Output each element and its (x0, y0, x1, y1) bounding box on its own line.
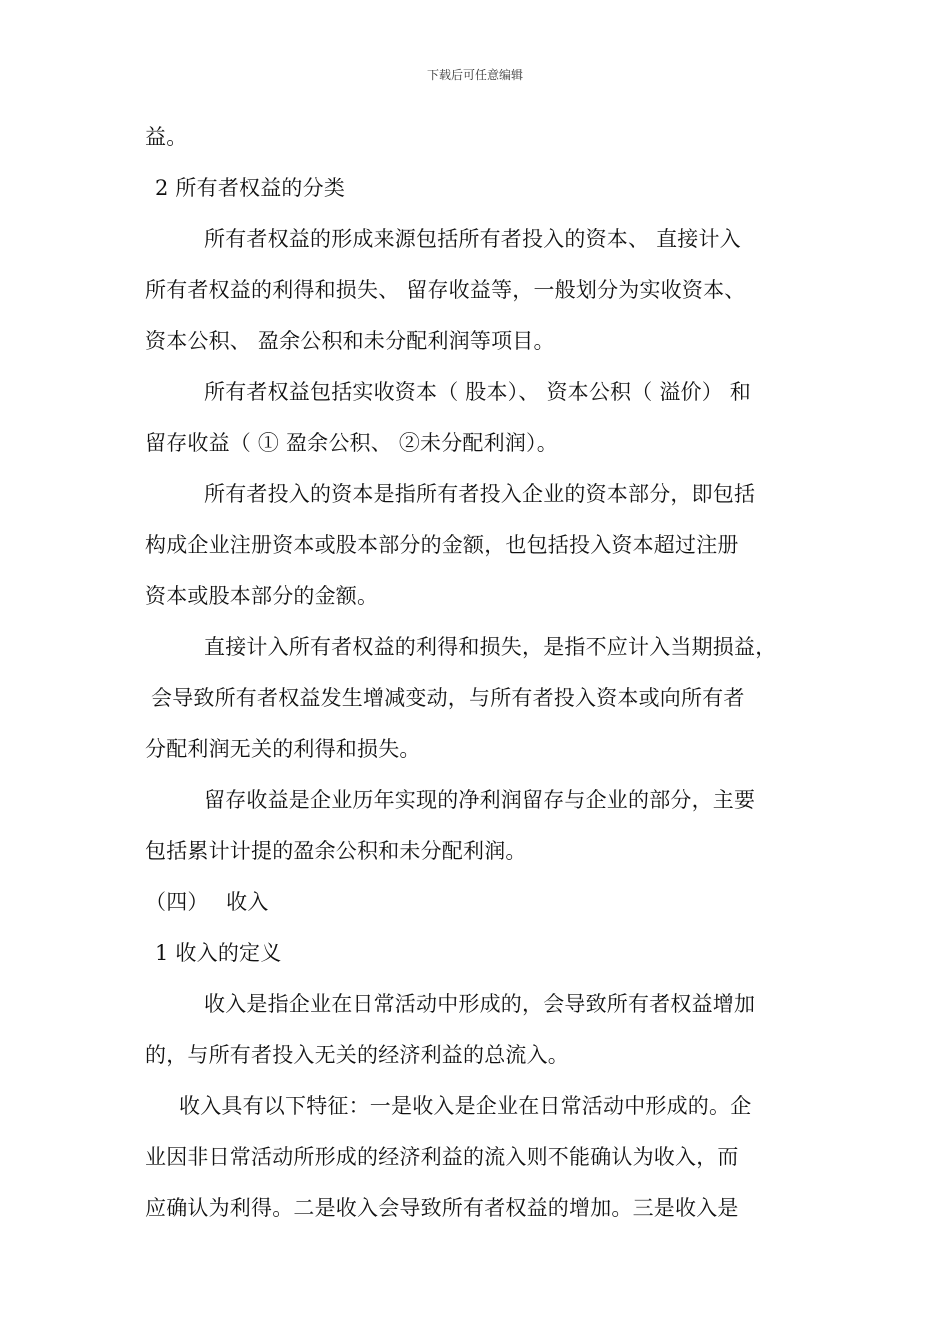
paragraph-line: 直接计入所有者权益的利得和损失，是指不应计入当期损益， (204, 635, 777, 659)
paragraph-line: 资本公积、 盈余公积和未分配利润等项目。 (145, 329, 555, 353)
paragraph-line: 收入是指企业在日常活动中形成的，会导致所有者权益增加 (204, 992, 756, 1016)
subsection-heading: 1 收入的定义 (155, 941, 282, 965)
paragraph-line: 资本或股本部分的金额。 (145, 584, 379, 608)
paragraph-line: 业因非日常活动所形成的经济利益的流入则不能确认为收入，而 (145, 1145, 739, 1169)
paragraph-line: 应确认为利得。二是收入会导致所有者权益的增加。三是收入是 (145, 1196, 739, 1220)
page-header: 下载后可任意编辑 (426, 68, 523, 82)
paragraph-line: 所有者权益的形成来源包括所有者投入的资本、 直接计入 (204, 227, 741, 251)
section-heading: （四） 收入 (145, 890, 269, 914)
paragraph-line: 留存收益（ ① 盈余公积、 ②未分配利润）。 (145, 431, 558, 455)
paragraph-line: 所有者权益包括实收资本（ 股本）、 资本公积（ 溢价） 和 (204, 380, 751, 404)
paragraph-line: 会导致所有者权益发生增减变动，与所有者投入资本或向所有者 (151, 686, 745, 710)
text-line: 益。 (145, 125, 188, 149)
paragraph-line: 构成企业注册资本或股本部分的金额，也包括投入资本超过注册 (145, 533, 739, 557)
paragraph-line: 分配利润无关的利得和损失。 (145, 737, 421, 761)
section-heading: 2 所有者权益的分类 (155, 176, 346, 200)
paragraph-line: 所有者投入的资本是指所有者投入企业的资本部分，即包括 (204, 482, 756, 506)
paragraph-line: 的，与所有者投入无关的经济利益的总流入。 (145, 1043, 569, 1067)
paragraph-line: 所有者权益的利得和损失、 留存收益等，一般划分为实收资本、 (145, 278, 746, 302)
paragraph-line: 包括累计计提的盈余公积和未分配利润。 (145, 839, 527, 863)
paragraph-line: 留存收益是企业历年实现的净利润留存与企业的部分，主要 (204, 788, 756, 812)
document-body (145, 112, 815, 1234)
paragraph-line: 收入具有以下特征：一是收入是企业在日常活动中形成的。企 (179, 1094, 752, 1118)
